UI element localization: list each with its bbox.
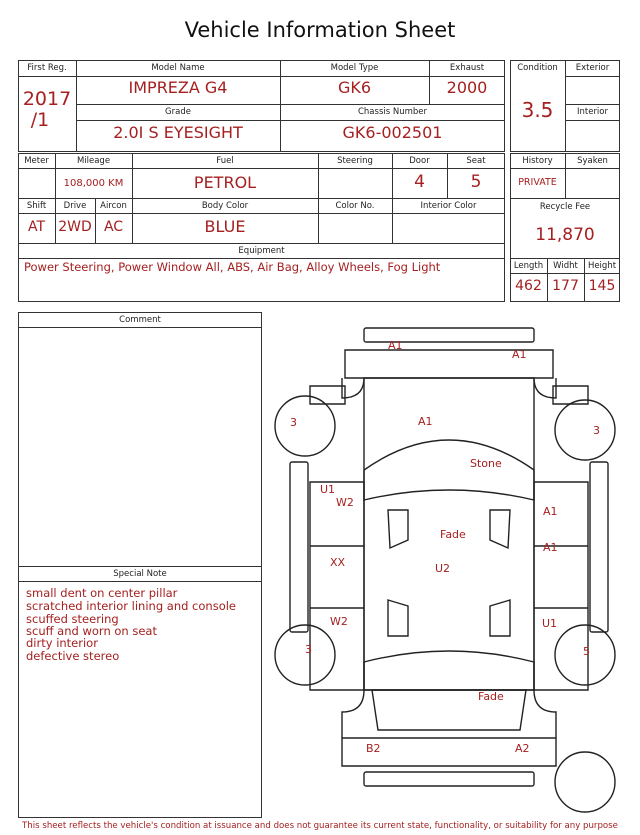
body-color-label: Body Color [201,201,249,211]
special-note-line: small dent on center pillar [26,586,178,600]
aircon-label: Aircon [100,201,127,211]
grade-value: 2.0I S EYESIGHT [113,123,243,142]
width-value: 177 [552,278,579,294]
syaken-label: Syaken [577,156,608,166]
damage-mark: A2 [515,742,530,755]
fuel-value: PETROL [193,173,257,192]
history-label: History [522,156,553,166]
special-note-line: scuff and worn on seat [26,624,157,638]
damage-mark: 3 [593,424,600,437]
exhaust-value: 2000 [446,78,488,97]
damage-mark: A1 [543,541,558,554]
mileage-value: 108,000 KM [63,178,124,189]
recycle-fee-value: 11,870 [535,225,595,245]
body-color-value: BLUE [204,217,246,236]
length-value: 462 [515,278,542,294]
special-note-line: dirty interior [26,636,98,650]
grade-label: Grade [165,107,191,117]
damage-mark: W2 [336,496,354,509]
steering-label: Steering [337,156,373,166]
damage-mark: B2 [366,742,381,755]
comment-label: Comment [119,315,161,325]
special-note-label: Special Note [113,569,167,579]
special-note-line: scuffed steering [26,612,119,626]
interior-color-label: Interior Color [420,201,477,211]
interior-label: Interior [576,107,608,117]
damage-mark: Fade [440,528,466,541]
model-type-value: GK6 [337,78,372,97]
mileage-label: Mileage [76,156,111,166]
damage-mark: A1 [388,339,403,352]
model-type-label: Model Type [330,63,379,73]
damage-mark: U1 [320,483,336,496]
damage-mark: W2 [330,615,348,628]
damage-mark: A1 [543,505,558,518]
condition-label: Condition [517,63,558,73]
drive-value: 2WD [58,219,92,235]
chassis-number-value: GK6-002501 [342,123,443,142]
damage-mark: A1 [512,348,527,361]
comment-panel [18,312,262,818]
damage-mark: U2 [435,562,451,575]
sheet-title: Vehicle Information Sheet [184,18,456,42]
damage-mark: A1 [418,415,433,428]
aircon-value: AC [103,219,124,235]
drive-label: Drive [63,201,87,211]
seat-label: Seat [466,156,486,166]
first-reg-month: /1 [30,109,50,131]
fuel-label: Fuel [216,156,234,166]
footer-disclaimer: This sheet reflects the vehicle's condition at issuance and does not guarantee its current state, functionality, or suitability for any purpose [22,821,618,831]
chassis-number-label: Chassis Number [357,107,428,117]
door-label: Door [409,156,430,166]
height-label: Height [587,261,617,271]
shift-label: Shift [26,201,47,211]
first-reg-year: 2017 [22,88,72,110]
recycle-fee-label: Recycle Fee [539,202,591,212]
model-name-value: IMPREZA G4 [128,78,228,97]
equipment-value: Power Steering, Power Window All, ABS, Air Bag, Alloy Wheels, Fog Light [24,260,441,274]
damage-mark: U1 [542,617,558,630]
color-no-label: Color No. [335,201,375,211]
damage-mark: Stone [470,457,502,470]
exterior-label: Exterior [575,63,610,73]
car-damage-diagram [268,318,630,816]
history-value: PRIVATE [518,177,557,188]
shift-value: AT [27,219,46,235]
seat-value: 5 [470,172,482,192]
width-label: Widht [553,261,578,271]
damage-mark: XX [330,556,346,569]
door-value: 4 [414,172,425,192]
special-note-line: defective stereo [26,649,120,663]
exhaust-label: Exhaust [449,63,485,73]
first-reg-label: First Reg. [27,63,67,73]
height-value: 145 [588,278,616,294]
length-label: Length [513,261,544,271]
equipment-label: Equipment [238,246,285,256]
meter-label: Meter [24,156,49,166]
model-name-label: Model Name [151,63,205,73]
damage-mark: 5 [583,645,590,658]
condition-value: 3.5 [521,98,554,122]
damage-mark: 3 [290,416,297,429]
damage-mark: Fade [478,690,504,703]
special-note-line: scratched interior lining and console [26,599,237,613]
damage-mark: 3 [305,643,312,656]
